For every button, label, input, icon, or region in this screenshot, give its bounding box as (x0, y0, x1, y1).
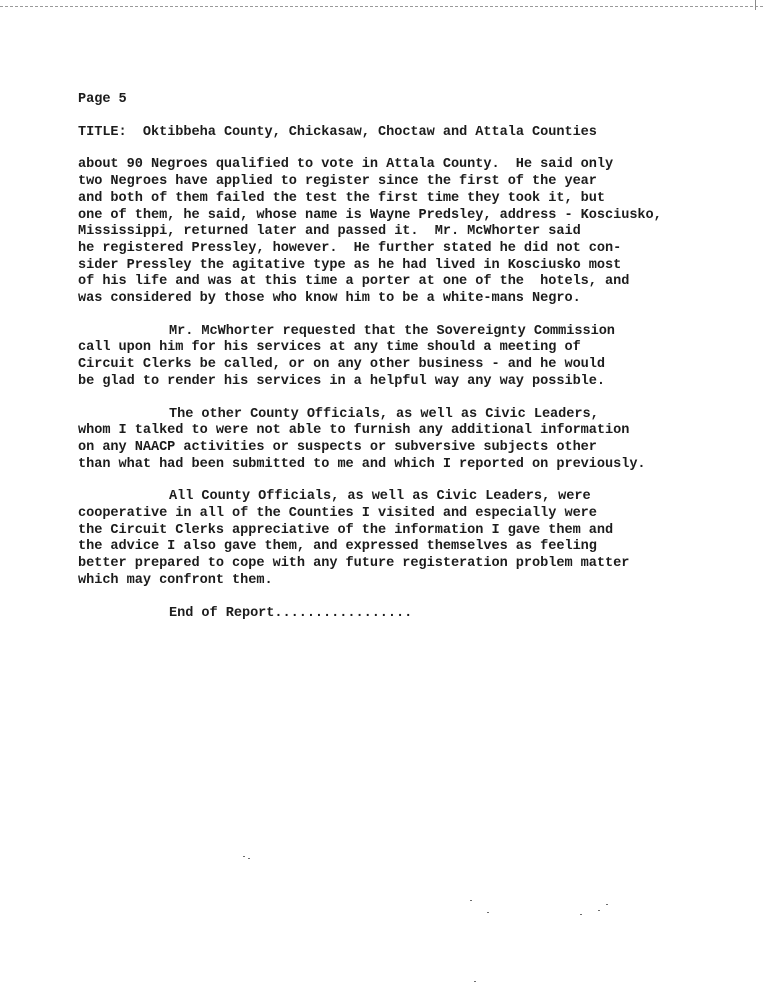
paragraph-line: on any NAACP activities or suspects or subversive subjects other (78, 439, 597, 455)
paragraph-line: one of them, he said, whose name is Wayne Predsley, address - Kosciusko, (78, 207, 662, 223)
paragraph-line: of his life and was at this time a porter at one of the hotels, and (78, 274, 630, 290)
title-text: Oktibbeha County, Chickasaw, Choctaw and Attala Counties (142, 124, 597, 140)
paragraph-line: Mr. McWhorter requested that the Sovereignty Commission (169, 323, 615, 339)
page-number: Page 5 (78, 92, 127, 107)
paragraph-line: call upon him for his services at any time should a meeting of (78, 340, 581, 356)
paragraph-line: the Circuit Clerks appreciative of the information I gave them and (78, 522, 614, 538)
end-of-report: End of Report................. (169, 605, 413, 621)
scan-speck (474, 981, 476, 982)
paragraph-line: The other County Officials, as well as Civic Leaders, (169, 406, 599, 422)
paragraph-line: he registered Pressley, however. He further stated he did not con- (78, 240, 622, 256)
scan-edge-mark (755, 0, 756, 10)
paragraph-line: cooperative in all of the Counties I visited and especially were (78, 506, 597, 522)
paragraph-line: Mississippi, returned later and passed it. Mr. McWhorter said (78, 224, 581, 240)
scan-speck (487, 912, 489, 913)
scan-speck (243, 856, 245, 857)
paragraph-line: and both of them failed the test the first time they took it, but (78, 190, 605, 206)
scan-speck (598, 910, 600, 911)
scan-speck (248, 858, 250, 859)
paragraph-line: be glad to render his services in a helpful way any way possible. (78, 373, 605, 389)
scan-speck (580, 914, 582, 915)
paragraph-line: All County Officials, as well as Civic Leaders, were (169, 489, 591, 505)
paragraph-line: Circuit Clerks be called, or on any other business - and he would (78, 357, 605, 373)
paragraph-1 (78, 157, 758, 307)
paragraph-2 (78, 324, 758, 391)
paragraph-line: about 90 Negroes qualified to vote in Attala County. He said only (78, 157, 614, 173)
paragraph-line: better prepared to cope with any future registeration problem matter (78, 556, 630, 572)
scan-speck (606, 904, 608, 905)
paragraph-line: which may confront them. (78, 572, 273, 588)
paragraph-line: the advice I also gave them, and expressed themselves as feeling (78, 539, 597, 555)
document-body (78, 92, 758, 622)
scan-top-edge (0, 6, 763, 7)
document-title (78, 125, 758, 142)
scan-speck (470, 900, 472, 901)
paragraph-line: sider Pressley the agitative type as he had lived in Kosciusko most (78, 257, 622, 273)
paragraph-line: was considered by those who know him to be a white-mans Negro. (78, 291, 581, 307)
paragraph-line: two Negroes have applied to register since the first of the year (78, 174, 597, 190)
paragraph-line: than what had been submitted to me and which I reported on previously. (78, 456, 646, 472)
paragraph-4 (78, 489, 758, 589)
paragraph-line: whom I talked to were not able to furnish any additional information (78, 423, 630, 439)
paragraph-3 (78, 407, 758, 474)
title-label: TITLE: (78, 124, 127, 140)
